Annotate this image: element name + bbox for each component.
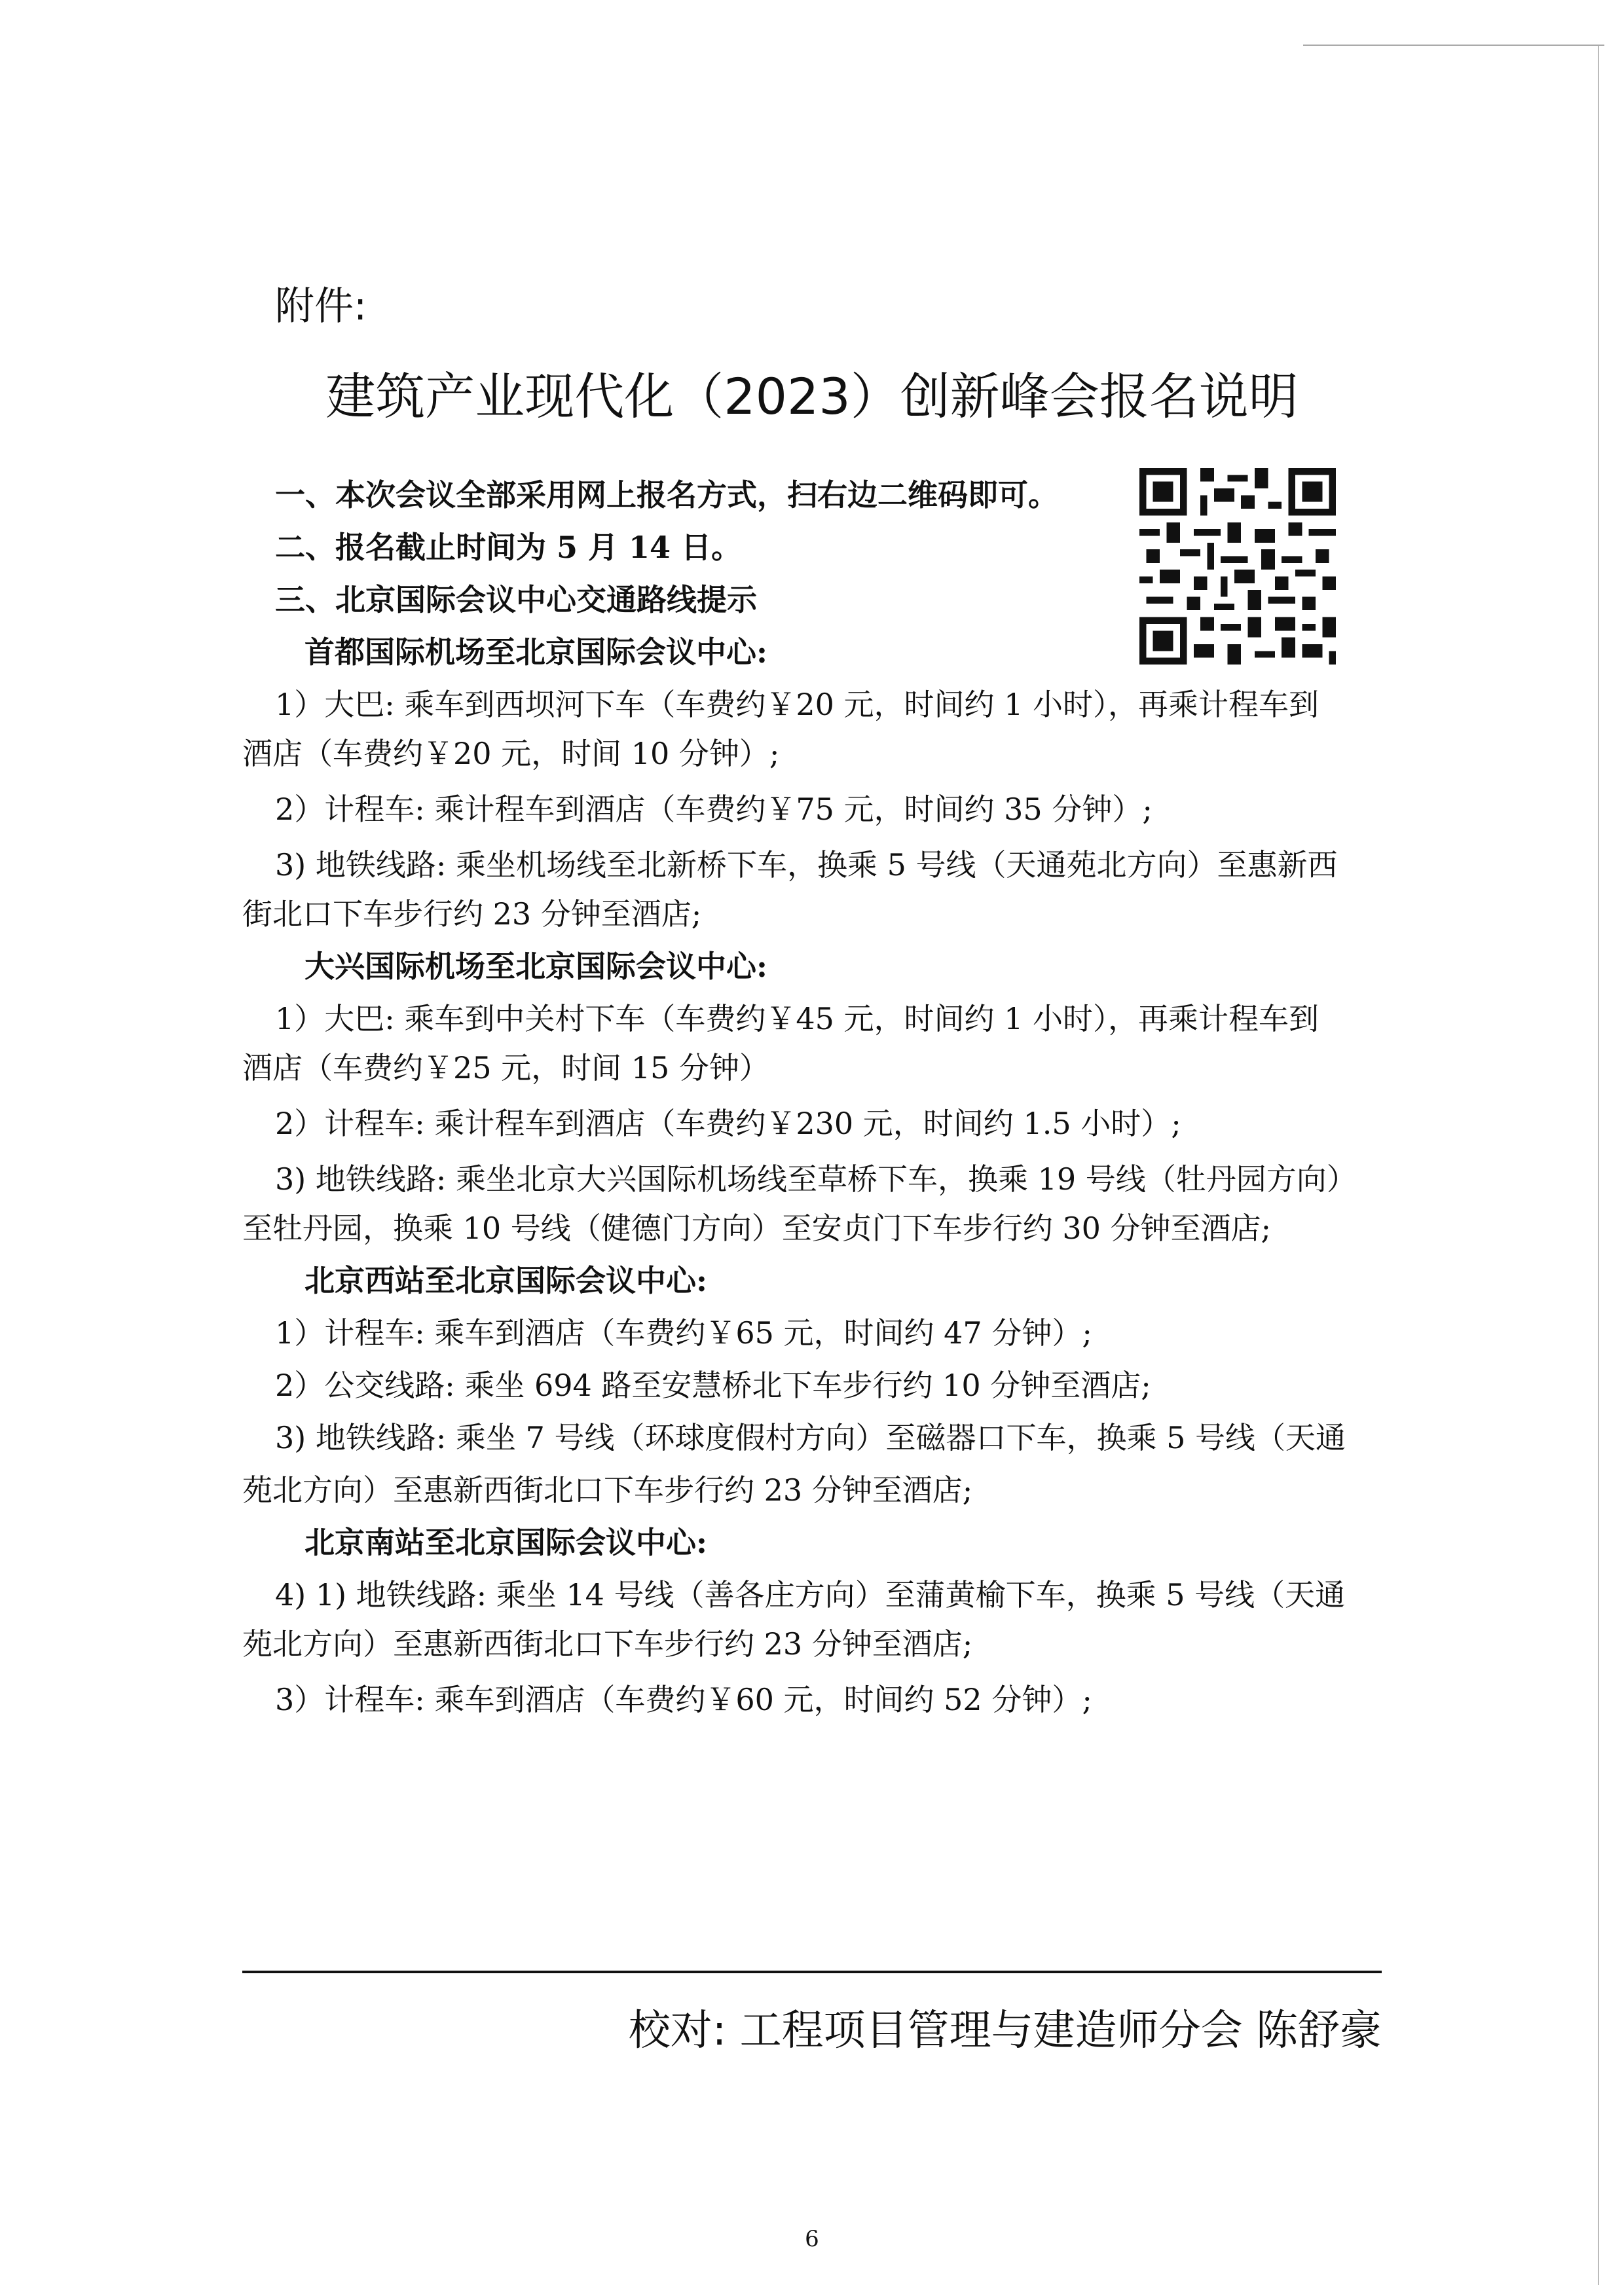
route-line: 1）大巴: 乘车到中关村下车（车费约￥45 元，时间约 1 小时），再乘计程车到	[275, 1001, 1320, 1036]
page-title: 建筑产业现代化（2023）创新峰会报名说明	[325, 367, 1299, 426]
route-line: 1）大巴: 乘车到西坝河下车（车费约￥20 元，时间约 1 小时），再乘计程车到	[275, 687, 1320, 722]
qr-code-icon[interactable]	[1139, 468, 1336, 665]
route-line: 3) 地铁线路: 乘坐机场线至北新桥下车，换乘 5 号线（天通苑北方向）至惠新西	[275, 847, 1338, 883]
route-line: 至牡丹园，换乘 10 号线（健德门方向）至安贞门下车步行约 30 分钟至酒店;	[242, 1211, 1272, 1246]
route-line: 2）公交线路: 乘坐 694 路至安慧桥北下车步行约 10 分钟至酒店;	[275, 1368, 1151, 1403]
attachment-label: 附件:	[275, 283, 367, 329]
route-heading-beijing-south: 北京南站至北京国际会议中心:	[304, 1525, 707, 1560]
route-line: 3）计程车: 乘车到酒店（车费约￥60 元，时间约 52 分钟）;	[275, 1682, 1092, 1717]
footer-divider	[242, 1971, 1382, 1973]
route-heading-daxing-airport: 大兴国际机场至北京国际会议中心:	[304, 949, 767, 984]
item-online-registration: 一、本次会议全部采用网上报名方式，扫右边二维码即可。	[275, 477, 1058, 513]
route-line: 苑北方向）至惠新西街北口下车步行约 23 分钟至酒店;	[242, 1472, 973, 1508]
route-line: 2）计程车: 乘计程车到酒店（车费约￥75 元，时间约 35 分钟）;	[275, 792, 1153, 827]
route-line: 酒店（车费约￥25 元，时间 15 分钟）	[242, 1050, 769, 1085]
route-line: 酒店（车费约￥20 元，时间 10 分钟）;	[242, 736, 780, 771]
route-line: 街北口下车步行约 23 分钟至酒店;	[242, 896, 702, 932]
route-line: 1）计程车: 乘车到酒店（车费约￥65 元，时间约 47 分钟）;	[275, 1315, 1092, 1351]
route-line: 4) 1) 地铁线路: 乘坐 14 号线（善各庄方向）至蒲黄榆下车，换乘 5 号线（天通	[275, 1577, 1346, 1613]
route-heading-beijing-west: 北京西站至北京国际会议中心:	[304, 1263, 707, 1298]
page-number: 6	[805, 2226, 819, 2252]
item-deadline: 二、报名截止时间为 5 月 14 日。	[275, 530, 742, 565]
route-line: 苑北方向）至惠新西街北口下车步行约 23 分钟至酒店;	[242, 1626, 973, 1662]
scan-edge-top	[1303, 45, 1604, 46]
route-line: 2）计程车: 乘计程车到酒店（车费约￥230 元，时间约 1.5 小时）;	[275, 1106, 1181, 1141]
proofreader-signature: 校对: 工程项目管理与建造师分会 陈舒豪	[628, 2007, 1382, 2055]
route-line: 3) 地铁线路: 乘坐 7 号线（环球度假村方向）至磁器口下车，换乘 5 号线（天通	[275, 1420, 1346, 1455]
route-line: 3) 地铁线路: 乘坐北京大兴国际机场线至草桥下车，换乘 19 号线（牡丹园方向）	[275, 1161, 1357, 1197]
item-transport-heading: 三、北京国际会议中心交通路线提示	[275, 582, 757, 617]
route-heading-capital-airport: 首都国际机场至北京国际会议中心:	[304, 634, 767, 670]
